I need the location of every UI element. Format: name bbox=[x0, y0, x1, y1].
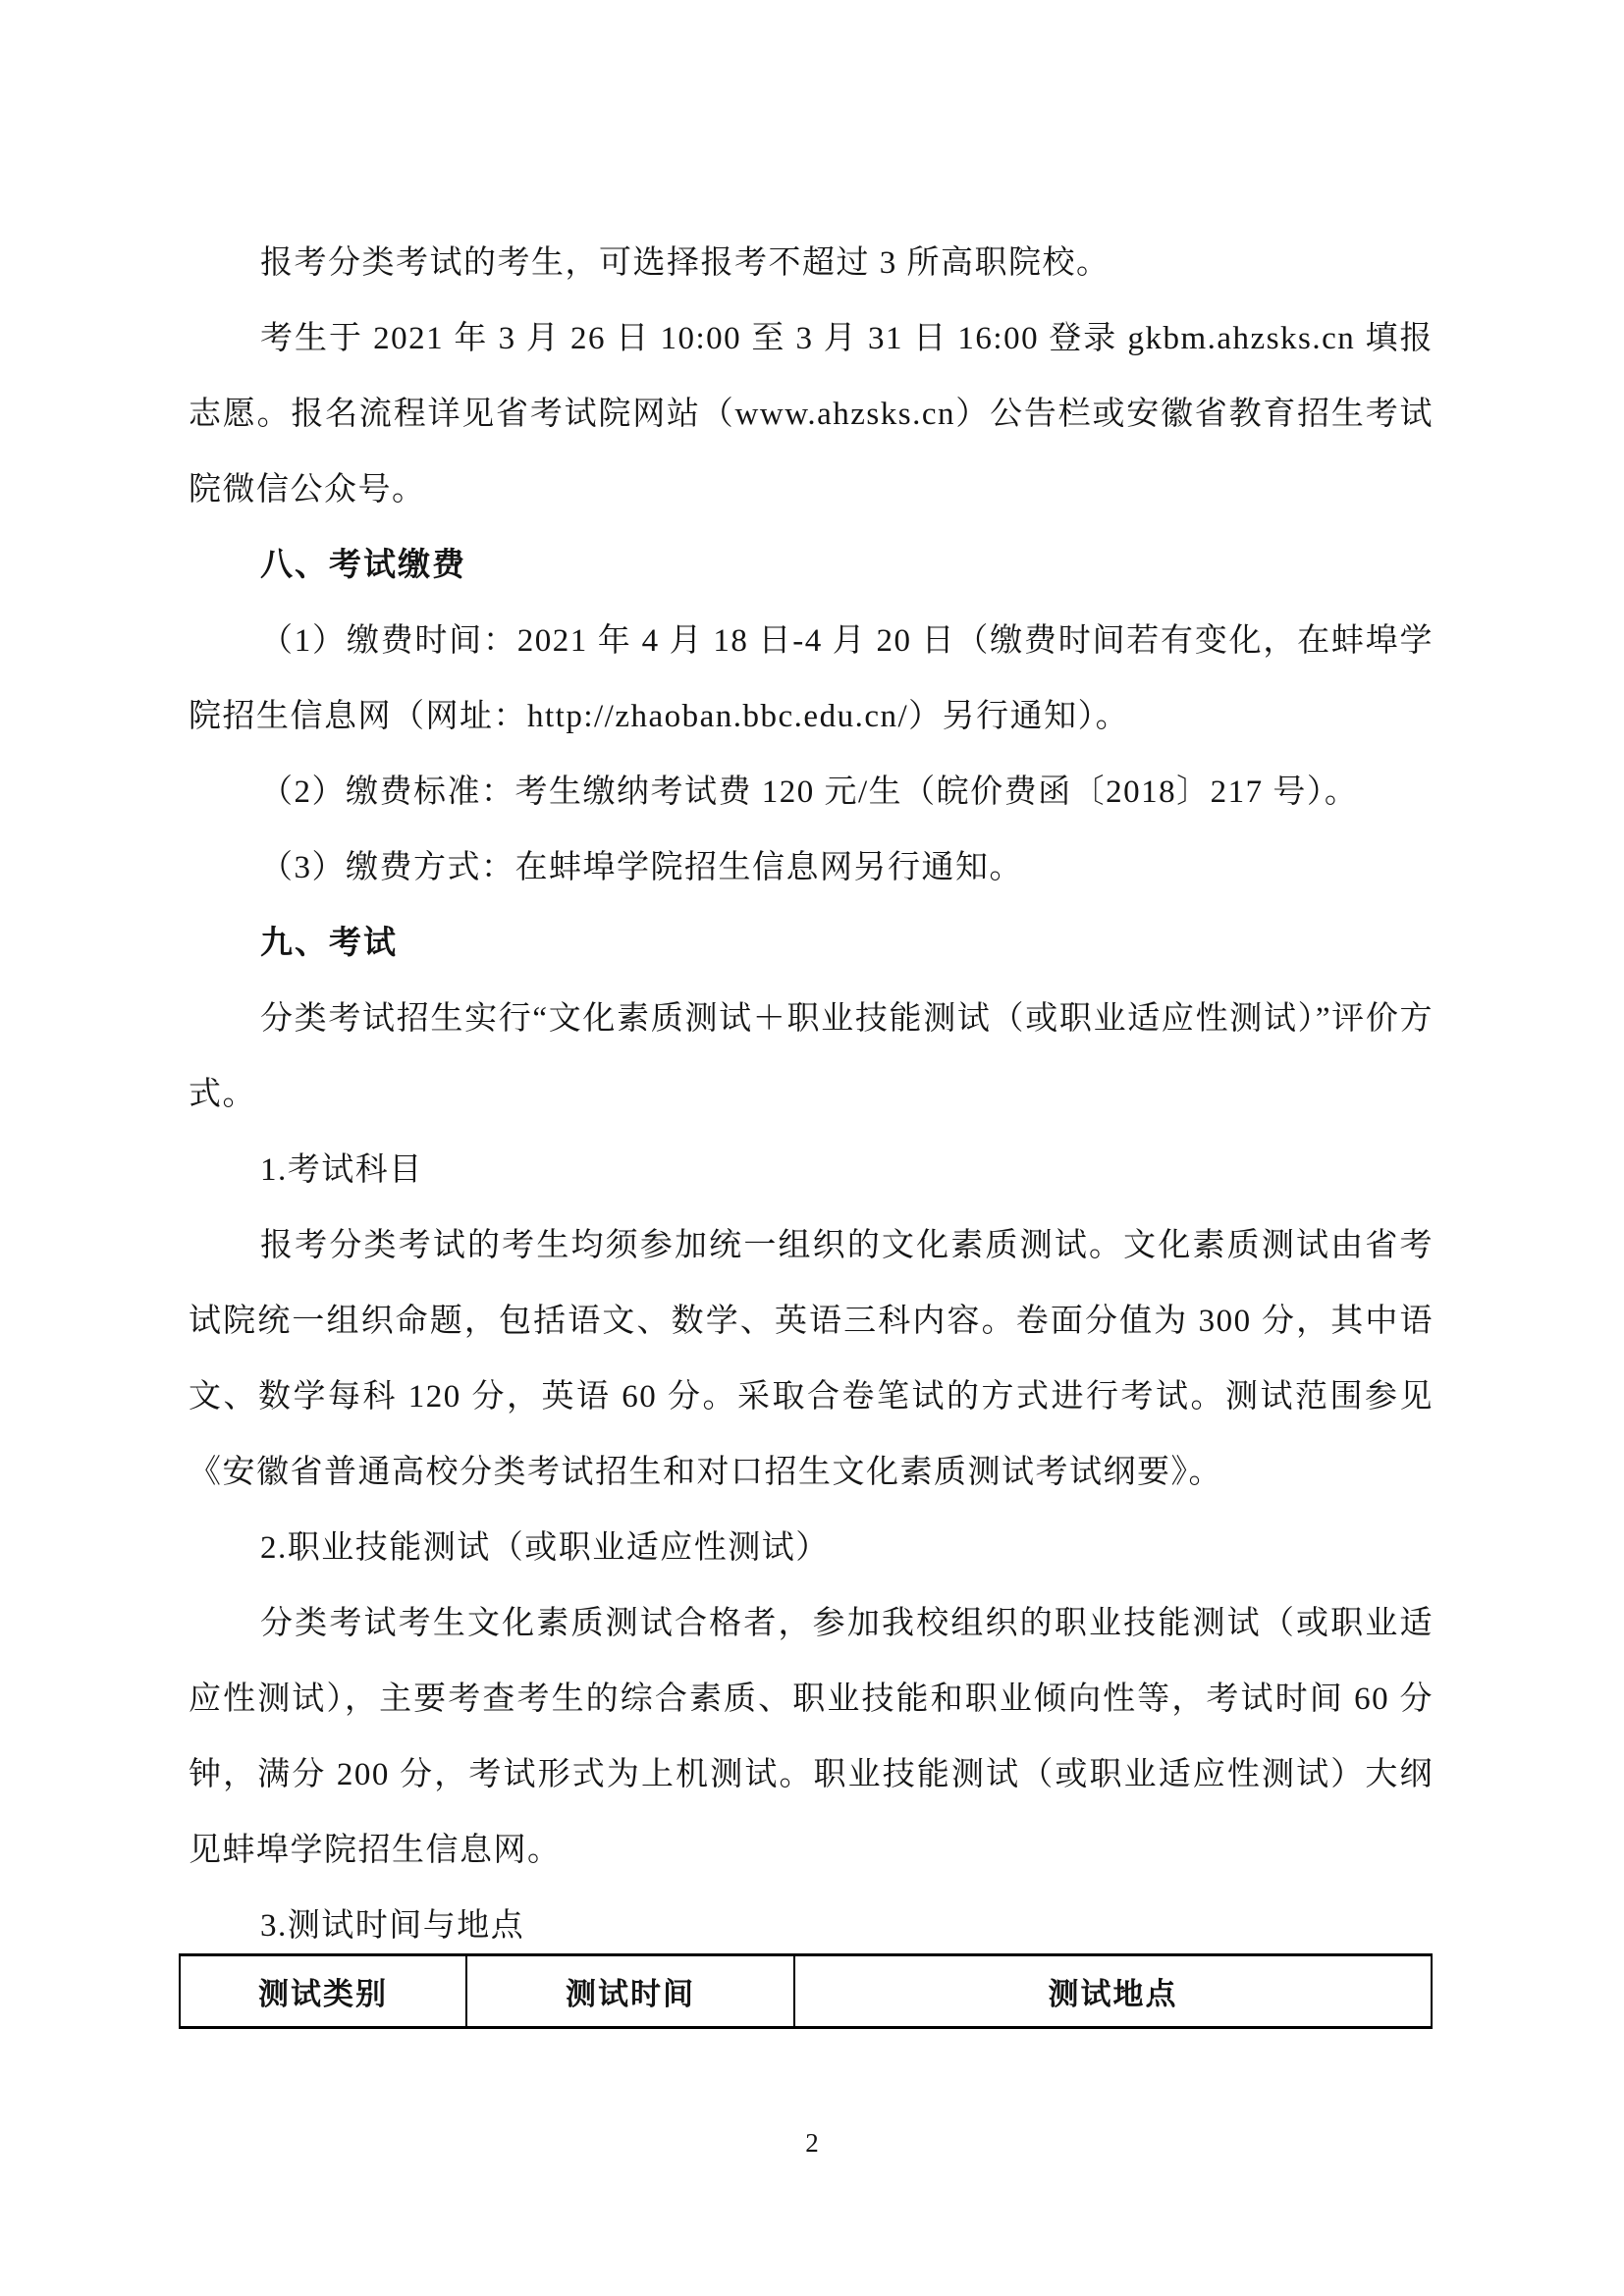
paragraph: （1）缴费时间：2021 年 4 月 18 日-4 月 20 日（缴费时间若有变化，在蚌埠学院招生信息网（网址：http://zhaoban.bbc.edu.cn/）另行通知）。 bbox=[189, 623, 1434, 734]
page-number: 2 bbox=[805, 2128, 819, 2158]
paragraph: （3）缴费方式：在蚌埠学院招生信息网另行通知。 bbox=[260, 850, 1023, 885]
table-header-cell-test-location: 测试地点 bbox=[794, 1955, 1432, 2028]
paragraph: 分类考试考生文化素质测试合格者，参加我校组织的职业技能测试（或职业适应性测试），主要考查考生的综合素质、职业技能和职业倾向性等，考试时间 60 分钟，满分 200 分，考试形式为上机测试。职业技能测试（或职业适应性测试）大纲见蚌埠学院招生信息网。 bbox=[189, 1606, 1434, 1868]
document-content bbox=[189, 226, 1434, 2029]
paragraph: 报考分类考试的考生，可选择报考不超过 3 所高职院校。 bbox=[260, 245, 1110, 281]
section-heading: 九、考试 bbox=[260, 926, 398, 961]
table-header-row bbox=[180, 1955, 1432, 2028]
paragraph: 3.测试时间与地点 bbox=[260, 1908, 525, 1944]
table-header-cell-test-time: 测试时间 bbox=[466, 1955, 794, 2028]
paragraph-flow bbox=[189, 226, 1434, 1964]
paragraph: （2）缴费标准：考生缴纳考试费 120 元/生（皖价费函〔2018〕217 号）。 bbox=[260, 774, 1359, 810]
table-header-cell-test-category: 测试类别 bbox=[180, 1955, 466, 2028]
paragraph: 报考分类考试的考生均须参加统一组织的文化素质测试。文化素质测试由省考试院统一组织命题，包括语文、数学、英语三科内容。卷面分值为 300 分，其中语文、数学每科 120 分，英语 60 分。采取合卷笔试的方式进行考试。测试范围参见《安徽省普通高校分类考试招生和对口招生文化素质测试考试纲要》。 bbox=[189, 1228, 1434, 1490]
paragraph: 1.考试科目 bbox=[260, 1152, 423, 1188]
paragraph: 考生于 2021 年 3 月 26 日 10:00 至 3 月 31 日 16:00 登录 gkbm.ahzsks.cn 填报志愿。报名流程详见省考试院网站（www.ahzsks.cn）公告栏或安徽省教育招生考试院微信公众号。 bbox=[189, 321, 1434, 507]
paragraph: 2.职业技能测试（或职业适应性测试） bbox=[260, 1530, 830, 1566]
section-heading: 八、考试缴费 bbox=[260, 548, 466, 583]
paragraph: 分类考试招生实行“文化素质测试＋职业技能测试（或职业适应性测试）”评价方式。 bbox=[189, 1001, 1434, 1112]
test-schedule-table bbox=[179, 1953, 1433, 2029]
